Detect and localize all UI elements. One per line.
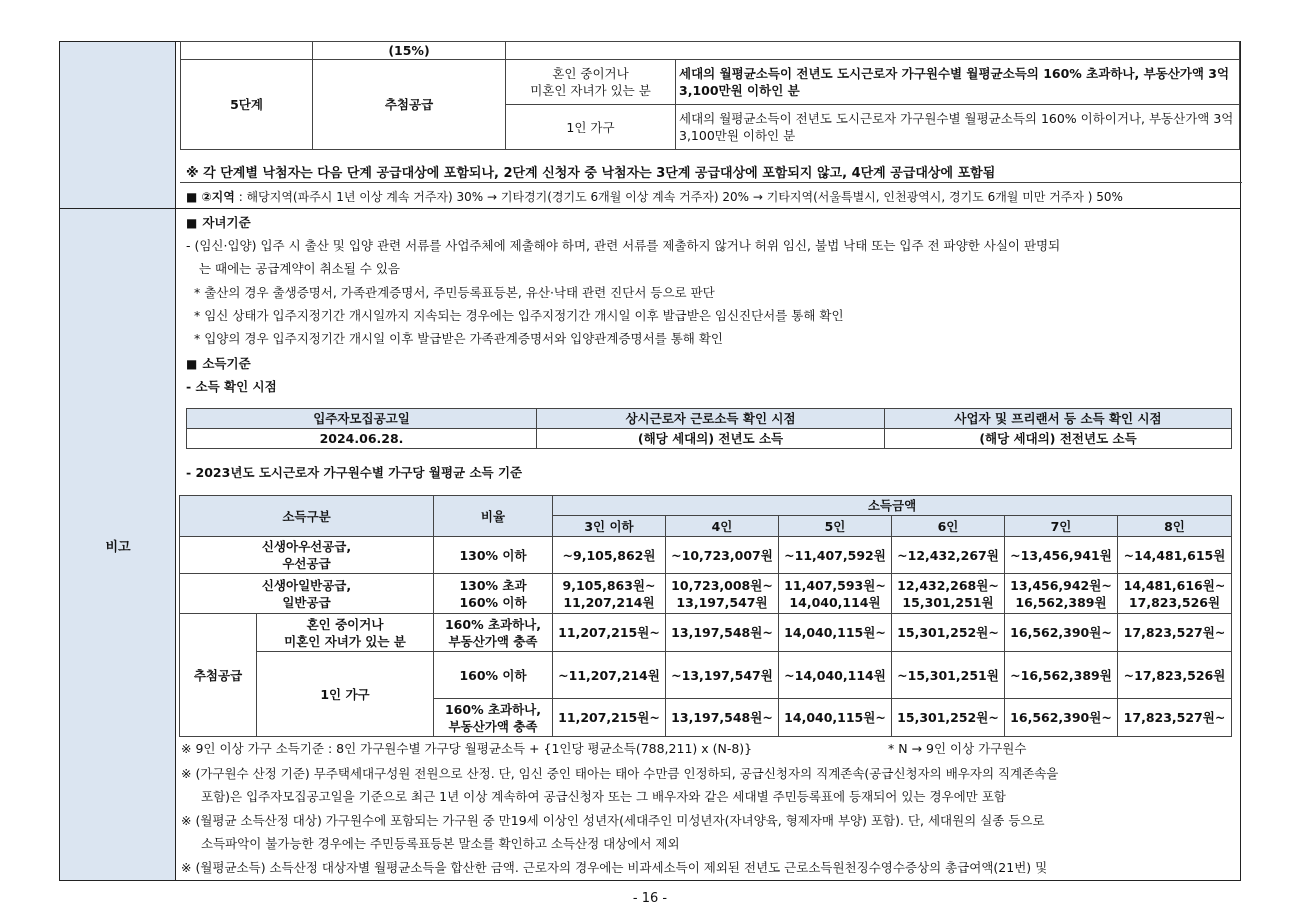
child-bullet1: * 출산의 경우 출생증명서, 가족관계증명서, 주민등록표등본, 유산·낙태 관련 진단서 등으로 판단 — [194, 285, 715, 300]
child-bullet3: * 입양의 경우 입주지정기간 개시일 이후 발급받은 가족관계증명서와 입양관계증명서를 통해 확인 — [194, 331, 723, 346]
region-note: ■ ②지역 : 해당지역(파주시 1년 이상 계속 거주자) 30% → 기타경기(경기도 6개월 이상 계속 거주자) 20% → 기타지역(서울특별시, 인천광역시, 경기도 6개월 미만 거주자 ) 50% — [186, 190, 1123, 204]
winner-note: ※ 각 단계별 낙첨자는 다음 단계 공급대상에 포함되나, 2단계 신청자 중 낙첨자는 3단계 공급대상에 포함되지 않고, 4단계 공급대상에 포함됨 — [186, 166, 996, 181]
income-sub2: - 2023년도 도시근로자 가구원수별 가구당 월평균 소득 기준 — [186, 465, 523, 480]
cond2-cell: 1인 가구 — [506, 105, 676, 150]
child-line1: - (임신·입양) 입주 시 출산 및 입양 관련 서류를 사업주체에 제출해야 하며, 관련 서류를 제출하지 않거나 허위 임신, 불법 낙태 또는 입주 전 파양한 사실이 판명되 — [186, 238, 1061, 253]
left-label-column — [60, 42, 176, 880]
note-3b: 소득파악이 불가능한 경우에는 주민등록표등본 말소를 확인하고 소득산정 대상에서 제외 — [201, 836, 680, 851]
table-row-label: 신생아우선공급, 우선공급 — [180, 537, 434, 574]
child-line1b: 는 때에는 공급계약이 취소될 수 있음 — [199, 261, 400, 276]
child-heading: ■ 자녀기준 — [186, 213, 251, 231]
income-heading: ■ 소득기준 — [186, 354, 251, 372]
stage-table — [180, 41, 1240, 150]
income-sub1: - 소득 확인 시점 — [186, 379, 277, 394]
page-number: - 16 - — [632, 891, 668, 906]
note-4: ※ (월평균소득) 소득산정 대상자별 월평균소득을 합산한 금액. 근로자의 경우에는 비과세소득이 제외된 전년도 근로소득원천징수영수증상의 총급여액(21번) 및 — [181, 860, 1048, 875]
section-divider — [60, 208, 1240, 209]
income-check-table: 입주자모집공고일 상시근로자 근로소득 확인 시점 사업자 및 프리랜서 등 소득 확인 시점 2024.06.28. (해당 세대의) 전년도 소득 (해당 세대의) 전전년도 소득 — [186, 408, 1232, 449]
table-row-label: 1인 가구 — [257, 652, 434, 737]
bigo-label: 비고 — [105, 540, 131, 555]
note-2b: 포함)은 입주자모집공고일을 기준으로 최근 1년 이상 계속하여 공급신청자 또는 그 배우자와 같은 세대별 주민등록표에 등재되어 있는 경우에만 포함 — [201, 789, 1006, 804]
supply-cell: 추첨공급 — [313, 60, 506, 150]
table-row-label: 혼인 중이거나 미혼인 자녀가 있는 분 — [257, 614, 434, 652]
table-row-label: 신생아일반공급, 일반공급 — [180, 574, 434, 614]
desc1-cell: 세대의 월평균소득이 전년도 도시근로자 가구원수별 월평균소득의 160% 초과하나, 부동산가액 3억 3,100만원 이하인 분 — [676, 60, 1240, 105]
h-amount: 소득금액 — [553, 496, 1232, 516]
income-standard-table: 소득구분 비율 소득금액 3인 이하 4인 5인 6인 7인 8인 신생아우선공급, 우선공급 130% 이하 ~9,105,862원 ~10,723,007원 ~11,407,592원 ~12,432,267원 ~13,456,941원 ~14,481,615원 신생아일반공급, 일반공급 130% 초과 160% 이하 9,105,863원~ 11,207,214원 10,723,008원~ 13,197,547원 11,407,593원~ 14,040,114원 12,432,268원~ 15,301,251원 13,456,942원~ 16,562,389원 14,481,616원~ 17,823,526원 추첨공급 혼인 중이거나 미혼인 자녀가 있는 분 160% 초과하나, 부동산가액 충족 11,207,215원~ 13,197,548원~ 14,040,115원~ 15,301,252원~ 16,562,390원~ 17,823,527원~ 1인 가구 160% 이하 ~11,207,214원 ~13,197,547원 ~14,040,114원 ~15,301,251원 ~16,562,389원 ~17,823,526원 160% 초과하나, 부동산가액 충족 11,207,215원~ 13,197,548원~ 14,040,115원~ 15,301,252원~ 16,562,390원~ 17,823,527원~ — [179, 495, 1232, 737]
note-3: ※ (월평균 소득산정 대상) 가구원수에 포함되는 가구원 중 만19세 이상인 성년자(세대주인 미성년자(자녀양육, 형제자매 부양) 포함). 단, 세대원의 실종 등으로 — [181, 813, 1045, 828]
desc2-cell: 세대의 월평균소득이 전년도 도시근로자 가구원수별 월평균소득의 160% 이하이거나, 부동산가액 3억 3,100만원 이하인 분 — [676, 105, 1240, 150]
stage-cell: 5단계 — [181, 60, 313, 150]
note-2: ※ (가구원수 산정 기준) 무주택세대구성원 전원으로 산정. 단, 임신 중인 태아는 태아 수만큼 인정하되, 공급신청자의 직계존속(공급신청자의 배우자의 직계존속을 — [181, 766, 1059, 781]
cond1-cell: 혼인 중이거나 미혼인 자녀가 있는 분 — [506, 60, 676, 105]
note-1: ※ 9인 이상 가구 소득기준 : 8인 가구원수별 가구당 월평균소득 + {1인당 평균소득(788,211) x (N-8)} — [181, 741, 753, 756]
pct-cell: (15%) — [313, 42, 506, 60]
lottery-label: 추첨공급 — [180, 614, 257, 737]
note-1b: * N → 9인 이상 가구원수 — [888, 741, 1027, 756]
child-bullet2: * 임신 상태가 입주지정기간 개시일까지 지속되는 경우에는 입주지정기간 개시일 이후 발급받은 임신진단서를 통해 확인 — [194, 308, 844, 323]
h-category: 소득구분 — [180, 496, 434, 537]
h-ratio: 비율 — [434, 496, 553, 537]
